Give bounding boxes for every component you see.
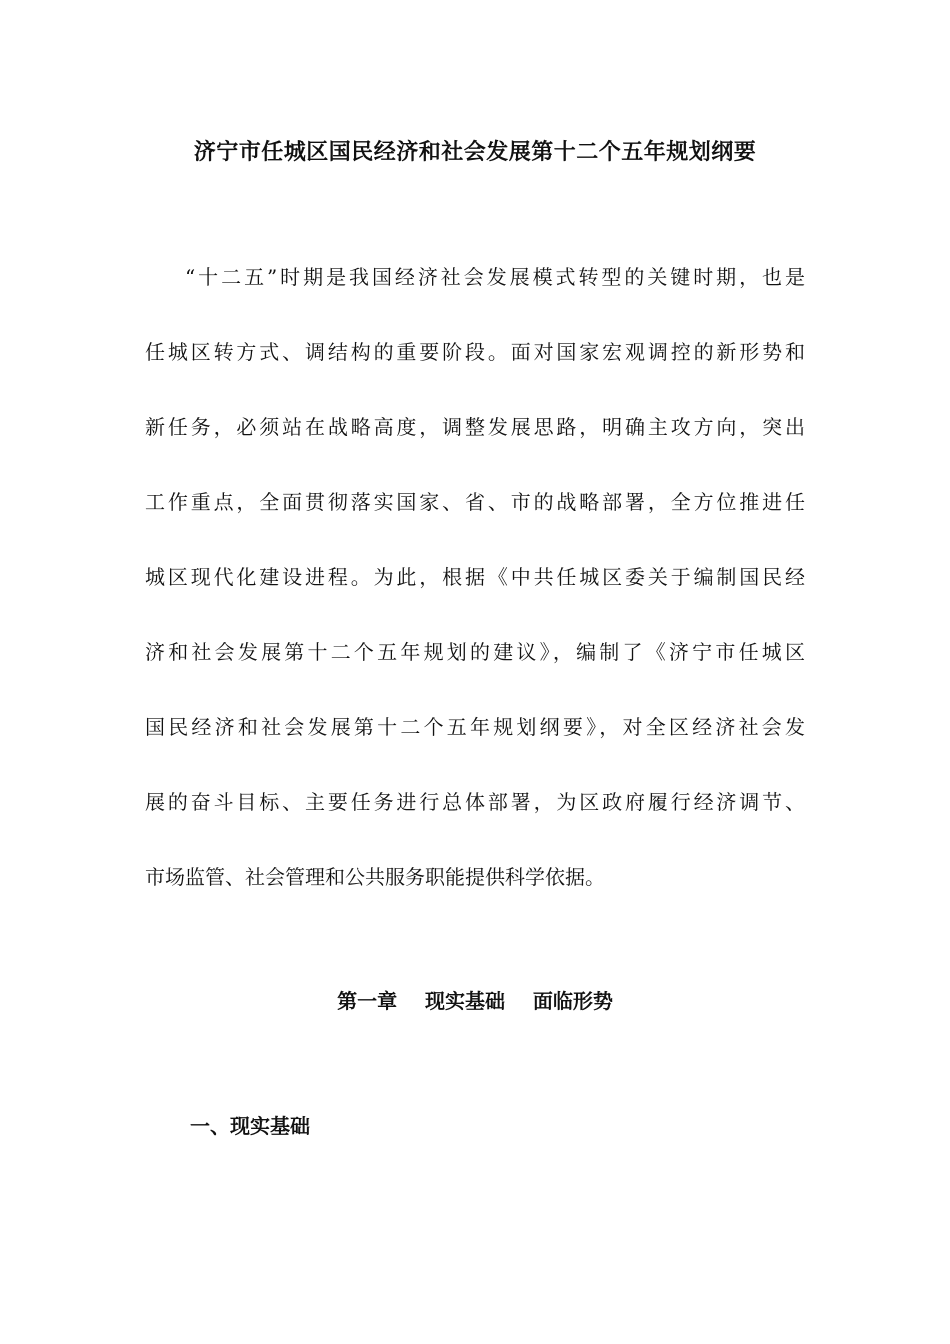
section-heading: 一、现实基础 [190, 1114, 310, 1138]
paragraph-line: 市场监管、社会管理和公共服务职能提供科学依据。 [145, 865, 605, 889]
chapter-heading: 第一章 现实基础 面临形势 [337, 989, 613, 1013]
paragraph-line: “十二五”时期是我国经济社会发展模式转型的关键时期，也是 [185, 265, 805, 289]
paragraph-line: 新任务，必须站在战略高度，调整发展思路，明确主攻方向，突出 [145, 415, 805, 439]
paragraph-line: 展的奋斗目标、主要任务进行总体部署，为区政府履行经济调节、 [145, 790, 805, 814]
paragraph-line: 城区现代化建设进程。为此，根据《中共任城区委关于编制国民经 [145, 565, 805, 589]
paragraph-line: 工作重点，全面贯彻落实国家、省、市的战略部署，全方位推进任 [145, 490, 805, 514]
paragraph-line: 济和社会发展第十二个五年规划的建议》，编制了《济宁市任城区 [145, 640, 805, 664]
paragraph-line: 任城区转方式、调结构的重要阶段。面对国家宏观调控的新形势和 [145, 340, 805, 364]
intro-paragraph [145, 260, 805, 935]
document-title: 济宁市任城区国民经济和社会发展第十二个五年规划纲要 [193, 139, 757, 165]
paragraph-line: 国民经济和社会发展第十二个五年规划纲要》，对全区经济社会发 [145, 715, 805, 739]
